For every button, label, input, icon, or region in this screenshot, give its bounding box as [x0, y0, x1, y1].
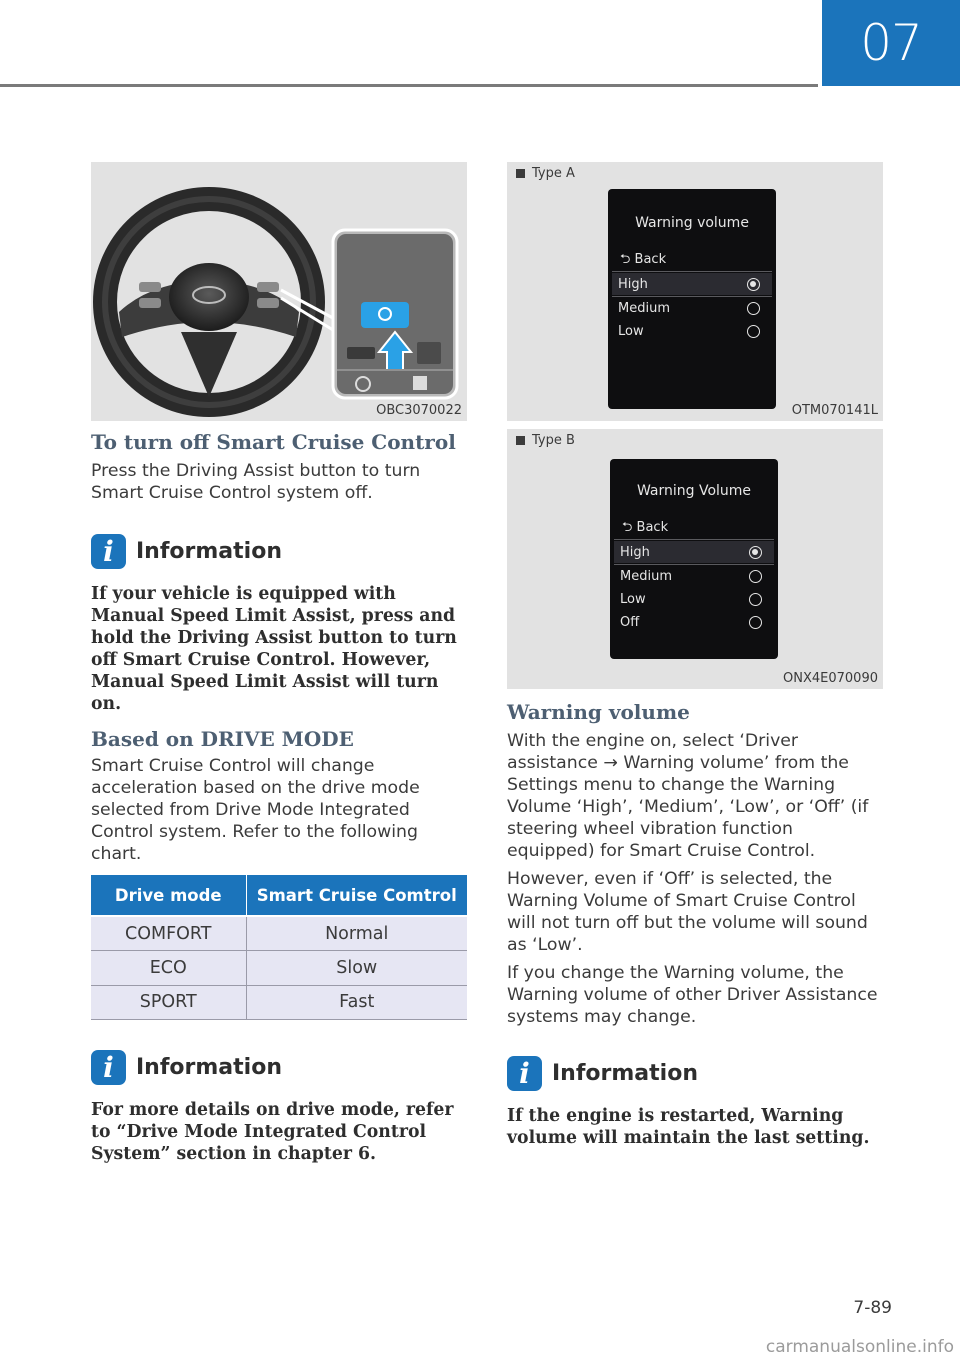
screen-back[interactable]	[622, 518, 668, 540]
drive-mode-section	[91, 727, 467, 865]
volume-option-low[interactable]	[612, 320, 772, 342]
watermark: carmanualsonline.info	[765, 1337, 954, 1357]
warning-para-1: With the engine on, select ‘Driver assistance → Warning volume’ from the Settings menu to change the Warning Volume ‘High’, ‘Medium’, ‘Low’, or ‘Off’ (if steering wheel vibration function equipped) for Smart Cruise Control.	[507, 731, 869, 861]
type-a-label	[516, 166, 575, 181]
info-icon: i	[507, 1056, 542, 1091]
volume-option-medium[interactable]	[612, 297, 772, 319]
info-text-3: If the engine is restarted, Warning volume will maintain the last setting.	[507, 1106, 870, 1148]
option-label: Off	[620, 614, 640, 630]
option-label: High	[618, 276, 648, 292]
info-icon: i	[91, 1050, 126, 1085]
screen-back-label: Back	[634, 252, 667, 267]
screen-back[interactable]	[620, 250, 666, 272]
type-b-figure	[507, 429, 883, 689]
table-cell: Normal	[246, 916, 467, 951]
turn-off-text: Press the Driving Assist button to turn Smart Cruise Control system off.	[91, 461, 421, 503]
info-icon: i	[91, 534, 126, 569]
info-header-2	[91, 1050, 467, 1085]
info-box-2	[91, 1050, 467, 1165]
option-label: Medium	[618, 300, 670, 316]
type-b-screen	[610, 459, 778, 659]
table-cell: Slow	[246, 951, 467, 986]
radio-icon	[749, 616, 762, 629]
separator	[612, 271, 772, 272]
volume-option-low[interactable]	[614, 588, 774, 610]
chapter-tab	[822, 0, 960, 86]
screen-title: Warning volume	[635, 215, 749, 231]
info-box-3	[507, 1056, 883, 1149]
table-cell: Fast	[246, 985, 467, 1020]
turn-off-section	[91, 430, 467, 504]
volume-option-high[interactable]	[612, 273, 772, 295]
info-text-1: If your vehicle is equipped with Manual Speed Limit Assist, press and hold the Driving Assist button to turn off Smart Cruise Control. However, Manual Speed Limit Assist will turn on.	[91, 584, 457, 714]
volume-option-off[interactable]	[614, 611, 774, 633]
warning-para-3: If you change the Warning volume, the Warning volume of other Driver Assistance systems may change.	[507, 963, 878, 1027]
type-a-screen	[608, 189, 776, 409]
table-cell: COMFORT	[91, 916, 246, 951]
back-arrow-icon: ⮌	[620, 252, 635, 267]
bullet-square-icon	[516, 169, 525, 178]
info-title-2: Information	[136, 1055, 282, 1080]
table-header-scc: Smart Cruise Comtrol	[246, 875, 467, 916]
option-label: Low	[618, 323, 644, 339]
header-rule	[0, 84, 818, 87]
radio-selected-icon	[749, 546, 762, 559]
warning-para-2: However, even if ‘Off’ is selected, the Warning Volume of Smart Cruise Control will not turn off but the volume will sound as ‘Low’.	[507, 869, 868, 955]
option-label: High	[620, 544, 650, 560]
drive-mode-table	[91, 875, 467, 1020]
figure-code: OTM070141L	[791, 403, 878, 418]
type-a-figure	[507, 162, 883, 421]
warning-volume-section	[507, 700, 883, 1028]
table-header-row	[91, 875, 467, 916]
table-row	[91, 951, 467, 986]
volume-option-medium[interactable]	[614, 565, 774, 587]
info-title-3: Information	[552, 1061, 698, 1086]
radio-icon	[749, 593, 762, 606]
drive-mode-heading: Based on DRIVE MODE	[91, 727, 354, 751]
radio-selected-icon	[747, 278, 760, 291]
table-row	[91, 985, 467, 1020]
table-cell: ECO	[91, 951, 246, 986]
table-header-drive-mode: Drive mode	[91, 875, 246, 916]
radio-icon	[747, 325, 760, 338]
option-label: Medium	[620, 568, 672, 584]
turn-off-heading: To turn off Smart Cruise Control	[91, 430, 456, 454]
radio-icon	[747, 302, 760, 315]
info-header-3	[507, 1056, 883, 1091]
back-arrow-icon: ⮌	[622, 520, 637, 535]
figure-code: ONX4E070090	[783, 671, 878, 686]
warning-volume-heading: Warning volume	[507, 700, 690, 724]
type-b-label-text: Type B	[532, 433, 575, 448]
bullet-square-icon	[516, 436, 525, 445]
drive-mode-text: Smart Cruise Control will change acceleration based on the drive mode selected from Drive Mode Integrated Control system. Refer to the following chart.	[91, 756, 420, 864]
type-a-label-text: Type A	[532, 166, 575, 181]
option-label: Low	[620, 591, 646, 607]
radio-icon	[749, 570, 762, 583]
type-b-label	[516, 433, 575, 448]
figure-code: OBC3070022	[376, 403, 462, 418]
screen-title: Warning Volume	[636, 483, 752, 499]
info-title-1: Information	[136, 539, 282, 564]
steering-wheel-figure	[91, 162, 467, 421]
volume-option-high[interactable]	[614, 541, 774, 563]
page-number: 7-89	[853, 1298, 892, 1318]
steering-wheel-illustration	[91, 162, 467, 421]
separator	[614, 539, 774, 540]
info-text-2: For more details on drive mode, refer to “Drive Mode Integrated Control System” section in chapter 6.	[91, 1100, 454, 1164]
info-box-1	[91, 534, 467, 715]
screen-back-label: Back	[636, 520, 669, 535]
table-row	[91, 916, 467, 951]
info-header-1	[91, 534, 467, 569]
chapter-number: 07	[860, 14, 922, 72]
table-cell: SPORT	[91, 985, 246, 1020]
